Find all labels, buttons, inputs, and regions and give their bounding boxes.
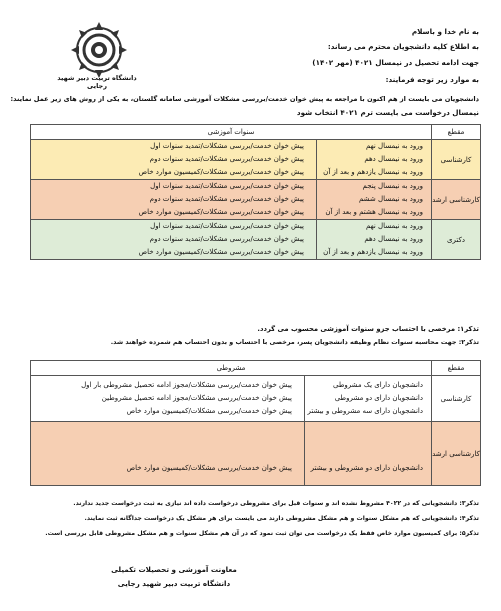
subject-line: جهت ادامه تحصیل در نیمسال ۴۰۲۱ (مهر ۱۴۰۲) — [312, 58, 479, 67]
request-cell: پیش خوان خدمت/بررسی مشکلات/تمدید سنوات اول پیش خوان خدمت/بررسی مشکلات/تمدید سنوات دوم پیش خوان خدمت/بررسی مشکلات/کمیسیون موارد خاص — [31, 220, 317, 260]
level-cell: دکتری — [432, 220, 481, 260]
note-5: تذکر۵: برای کمیسیون موارد خاص فقط یک درخواست می توان ثبت نمود که در آن هم مشکل سنوات و هم مشکل مشروطی قابل بررسی است. — [45, 530, 479, 537]
status-cell: ورود به نیمسال پنجم ورود به نیمسال ششم ورود به نیمسال هشتم و بعد از آن — [317, 180, 432, 220]
level-cell: کارشناسی ارشد — [432, 180, 481, 220]
logo-caption: دانشگاه تربیت دبیر شهید رجایی — [57, 74, 137, 90]
instruction-line-1: دانشجویان می بایست از هم اکنون با مراجعه به پیش خوان خدمت/بررسی مشکلات آموزشی سامانه گلستان، به یکی از روش های زیر عمل نمایند: — [10, 95, 479, 103]
conditional-header: مشروطی — [31, 361, 432, 376]
level-cell: کارشناسی — [432, 140, 481, 180]
table-row — [31, 140, 481, 180]
note-1: تذکر۱: مرخصی با احتساب جزو سنوات آموزشی محسوب می گردد. — [257, 325, 479, 333]
request-cell: پیش خوان خدمت/بررسی مشکلات/کمیسیون موارد خاص — [31, 422, 305, 486]
level-cell: کارشناسی ارشد — [432, 422, 481, 486]
status-cell: دانشجویان دارای دو مشروطی و بیشتر — [305, 422, 432, 486]
level-cell: کارشناسی — [432, 376, 481, 422]
request-cell: پیش خوان خدمت/بررسی مشکلات/تمدید سنوات اول پیش خوان خدمت/بررسی مشکلات/تمدید سنوات دوم پیش خوان خدمت/بررسی مشکلات/کمیسیون موارد خاص — [31, 180, 317, 220]
request-cell: پیش خوان خدمت/بررسی مشکلات/تمدید سنوات اول پیش خوان خدمت/بررسی مشکلات/تمدید سنوات دوم پیش خوان خدمت/بررسی مشکلات/کمیسیون موارد خاص — [31, 140, 317, 180]
signature-line-1: معاونت آموزشی و تحصیلات تکمیلی — [111, 565, 237, 574]
years-table — [30, 124, 481, 260]
status-cell: دانشجویان دارای یک مشروطی دانشجویان دارای دو مشروطی دانشجویان دارای سه مشروطی و بیشتر — [305, 376, 432, 422]
note-4: تذکر۴: دانشجویانی که هم مشکل سنوات و هم مشکل مشروطی دارند می بایست برای هر مشکل یک درخواست جداگانه ثبت نمایند. — [84, 515, 479, 522]
note-3: تذکر۳: دانشجویانی که در ۴۰۲۲ مشروط نشده اند و سنوات قبل برای مشروطی درخواست داده اند نیازی به ثبت درخواست جدید ندارند. — [73, 500, 479, 507]
table-row — [31, 422, 481, 486]
level-header: مقطع — [432, 125, 481, 140]
note-2: تذکر۲: جهت محاسبه سنوات نظام وظیفه دانشجویان پسر، مرخصی با احتساب و بدون احتساب هم شمرده خواهند شد. — [110, 338, 479, 346]
request-cell: پیش خوان خدمت/بررسی مشکلات/مجوز ادامه تحصیل مشروطی بار اول پیش خوان خدمت/بررسی مشکلات/مجوز ادامه تحصیل مشروطین پیش خوان خدمت/بررسی مشکلات/کمیسیون موارد خاص — [31, 376, 305, 422]
table-row — [31, 180, 481, 220]
announcement: به اطلاع کلیه دانشجویان محترم می رساند: — [327, 42, 479, 51]
conditional-table — [30, 360, 481, 486]
status-cell: ورود به نیمسال نهم ورود به نیمسال دهم ورود به نیمسال یازدهم و بعد از آن — [317, 140, 432, 180]
years-header: سنوات آموزشی — [31, 125, 432, 140]
attention-line: به موارد زیر توجه فرمایند: — [385, 75, 479, 84]
table-row — [31, 220, 481, 260]
instruction-line-2: نیمسال درخواست می بایست ترم ۴۰۲۱ انتخاب شود — [296, 108, 479, 117]
signature-line-2: دانشگاه تربیت دبیر شهید رجایی — [117, 579, 231, 588]
table-row — [31, 376, 481, 422]
status-cell: ورود به نیمسال نهم ورود به نیمسال دهم ورود به نیمسال یازدهم و بعد از آن — [317, 220, 432, 260]
level-header: مقطع — [432, 361, 481, 376]
greeting: به نام خدا و باسلام — [411, 27, 479, 36]
